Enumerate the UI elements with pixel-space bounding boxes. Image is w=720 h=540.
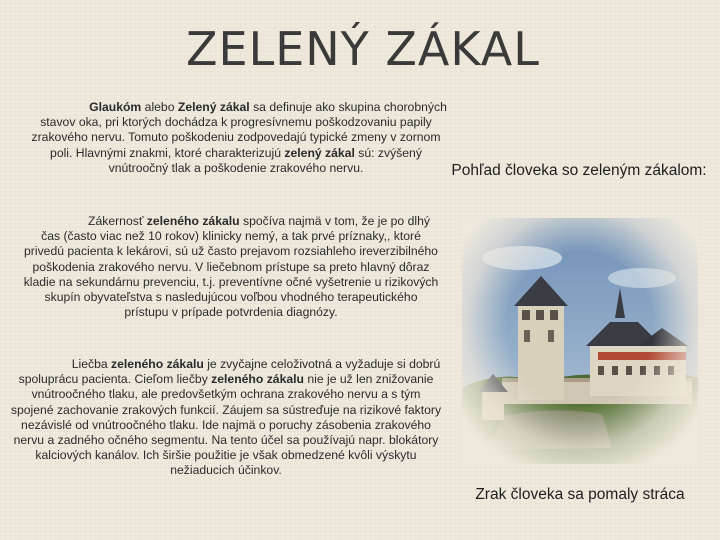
caption-vision-fading: Zrak človeka sa pomaly stráca [475,486,685,503]
paragraph-insidiousness: Zákernosť zeleného zákalu spočíva najmä v tom, že je po dlhý čas (často viac než 10 rokov) klinicky nemý, a tak prvé príznaky,, ktoré privedú pacienta k lekárovi, sú už často prejavom rozsiahleho ireverzibilného poškodenia zrakového nervu. V liečebnom prístupe sa preto hlavný dôraz kladie na sekundárnu prevenciu, t.j. preventívne očné vyšetrenie u rizikových skupín obyvateľstva s nasledujúcou voľbou vhodného terapeutického prístupu v prípade potvrdenia diagnózy. [23,214,439,320]
glaucoma-term: Glaukóm [89,100,142,114]
caption-view-with-glaucoma: Pohľad človeka so zeleným zákalom: [451,162,707,179]
castle-photo-vision-loss [462,218,698,464]
page-title: ZELENÝ ZÁKAL [186,22,540,76]
paragraph-definition: Glaukóm alebo Zelený zákal sa definuje ako skupina chorobných stavov oka, pri ktorých dochádza k progresívnemu poškodzovaniu papily zrakového nervu. Tomuto poškodeniu zodpovedajú typické zmeny v zornom poli. Hlavnými znakmi, ktoré charakterizujú zelený zákal sú: zvýšený vnútroočný tlak a poškodenie zrakového nervu. [22,100,450,176]
paragraph-treatment: Liečba zeleného zákalu je zvyčajne celoživotná a vyžaduje si dobrú spoluprácu pacienta. Cieľom liečby zeleného zákalu nie je už len znižovanie vnútroočného tlaku, ale predovšetkým ochrana zrakového nervu a s tým spojené zachovanie zrakových funkcií. Záujem sa sústreďuje na rizikové faktory nezávislé od vnútroočného tlaku. Ide najmä o poruchy zásobenia zrakového nervu a zadného očného segmentu. Na tento účel sa používajú napr. blokátory kalciových kanálov. Ich širšie použitie je však obmedzené kvôli výskytu nežiaducich účinkov. [10,357,442,478]
